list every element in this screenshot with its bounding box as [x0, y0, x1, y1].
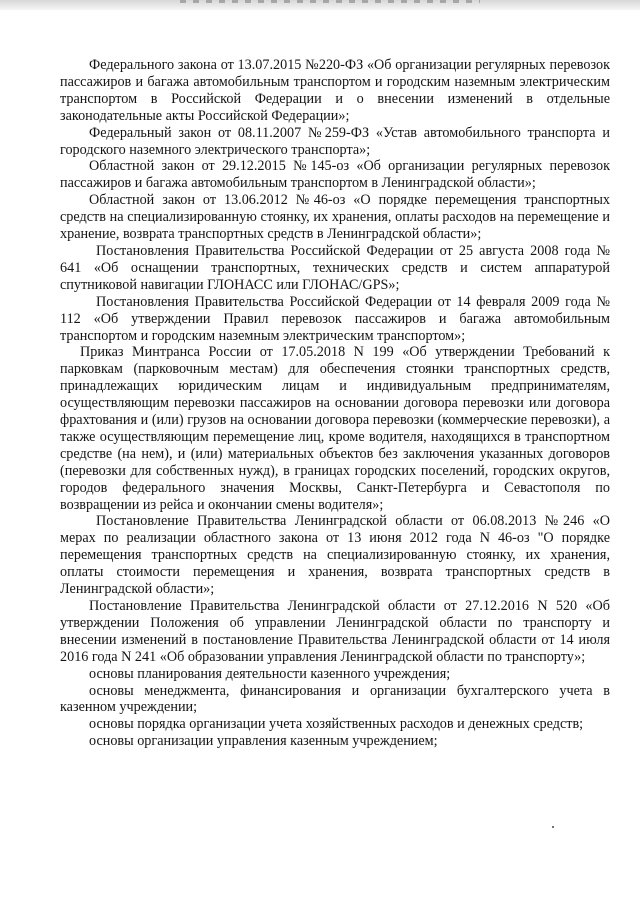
list-item-expense-accounting: основы порядка организации учета хозяйственных расходов и денежных средств;: [89, 716, 584, 733]
scan-speck: [552, 826, 554, 828]
paragraph-mintrans-order-199: Приказ Минтранса России от 17.05.2018 N 199 «Об утверждении Требований к парковкам (парковочным местам) для обеспечения стоянки транспортных средств, принадлежащих юридическим лицам и индивидуальным предпринимателям, осуществляющим перевозки пассажиров на основании договора перевозки или договора фрахтования и (или) грузов на основании договора перевозки (коммерческие перевозки), а также осуществляющим перемещение лиц, кроме водителя, находящихся в транспортном средстве (на нем), и (или) материальных объектов без заключения указанных договоров (перевозки для собственных нужд), в границах городских поселений, городских округов, городов федерального значения Москвы, Санкт-Петербурга и Севастополя по возвращении из рейса и окончании смены водителя»;: [60, 344, 610, 513]
paragraph-federal-law-259: Федеральный закон от 08.11.2007 №259-ФЗ «Устав автомобильного транспорта и городского наземного электрического транспорта»;: [60, 124, 610, 158]
paragraph-regional-law-46: Областной закон от 13.06.2012 №46-оз «О порядке перемещения транспортных средств на специализированную стоянку, их хранения, оплаты расходов на перемещение и хранение, возврата транспортных средств в Ленинградской области»;: [60, 192, 610, 243]
paragraph-government-decree-641: Постановления Правительства Российской Федерации от 25 августа 2008 года № 641 «Об оснащении транспортных, технических средств и систем аппаратурой спутниковой навигации ГЛОНАСС или ГЛОНАС/GPS»;: [60, 242, 610, 293]
scan-top-edge: [0, 0, 640, 10]
document-body: [60, 57, 610, 750]
list-item-planning: основы планирования деятельности казенного учреждения;: [89, 665, 451, 682]
paragraph-federal-law-220: Федерального закона от 13.07.2015 №220-ФЗ «Об организации регулярных перевозок пассажиров и багажа автомобильным транспортом и городским наземным электрическим транспортом в Российской Федерации и о внесении изменений в отдельные законодательные акты Российской Федерации»;: [60, 57, 610, 124]
list-item-management-finance: основы менеджмента, финансирования и организации бухгалтерского учета в казенном учреждении;: [60, 682, 610, 716]
paragraph-regional-decree-246: Постановление Правительства Ленинградской области от 06.08.2013 №246 «О мерах по реализации областного закона от 13 июня 2012 года N 46-оз "О порядке перемещения транспортных средств на специализированную стоянку, их хранения, оплаты стоимости перемещения и хранения, возврата транспортных средств в Ленинградской области»;: [60, 513, 610, 598]
paragraph-regional-law-145: Областной закон от 29.12.2015 №145-оз «Об организации регулярных перевозок пассажиров и багажа автомобильным транспортом в Ленинградской области»;: [60, 158, 610, 192]
paragraph-government-decree-112: Постановления Правительства Российской Федерации от 14 февраля 2009 года № 112 «Об утверждении Правил перевозок пассажиров и багажа автомобильным транспортом и городским наземным электрическим транспортом»;: [60, 293, 610, 344]
list-item-organization-management: основы организации управления казенным учреждением;: [89, 733, 438, 750]
scan-artifact: [180, 0, 480, 3]
paragraph-regional-decree-520: Постановление Правительства Ленинградской области от 27.12.2016 N 520 «Об утверждении Положения об управлении Ленинградской области по транспорту и внесении изменений в постановление Правительства Ленинградской области от 14 июля 2016 года N 241 «Об образовании управления Ленинградской области по транспорту»;: [60, 598, 610, 665]
